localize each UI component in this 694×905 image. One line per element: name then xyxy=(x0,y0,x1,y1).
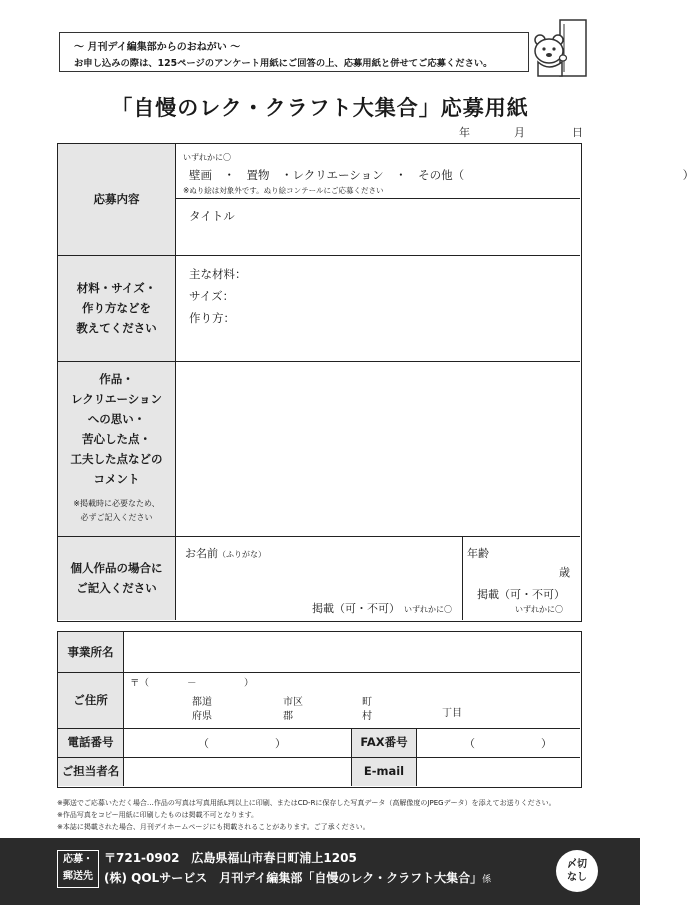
footnote: ※郵送でご応募いただく場合…作品の写真は写真用紙L判以上に印刷、またはCD-Rに保存した写真データ（高解像度のJPEGデータ）を添えてお送りください。 xyxy=(57,799,556,807)
fax-label: FAX番号 xyxy=(351,728,417,757)
bear-icon xyxy=(530,18,590,78)
city-label: 市区 郡 xyxy=(283,697,303,722)
publish-permission-2[interactable]: 掲載（可・不可） xyxy=(477,588,565,601)
divider xyxy=(58,757,580,758)
phone-label: 電話番号 xyxy=(58,728,124,757)
divider xyxy=(176,198,580,199)
prefecture-label: 都道 府県 xyxy=(192,697,212,722)
divider xyxy=(58,536,580,537)
entry-form xyxy=(57,143,694,622)
contact-form xyxy=(57,631,582,788)
page-title: 「自慢のレク・クラフト大集合」応募用紙 xyxy=(111,96,529,120)
age-unit: 歳 xyxy=(559,566,570,579)
footer-address: 〒721-0902 広島県福山市春日町浦上1205 xyxy=(104,851,357,865)
date-year-label: 年 xyxy=(459,126,470,139)
mail-to-badge: 応募・ 郵送先 xyxy=(57,850,99,888)
phone-field[interactable]: （ ） xyxy=(198,737,286,750)
comment-required-note: ※掲載時に必要なため、 必ずご記入ください xyxy=(73,499,160,522)
choose-one-note: いずれかに〇 xyxy=(183,153,231,162)
footer-organization: (株) QOLサービス 月刊デイ編集部「自慢のレク・クラフト大集合」係 xyxy=(104,871,492,885)
category-options[interactable]: 壁画 ・ 置物 ・レクリエーション ・ その他（ ） xyxy=(189,168,694,182)
date-month-label: 月 xyxy=(514,126,525,139)
footnote: ※本誌に掲載された場合、月刊デイホームページにも掲載されることがあります。ご了承ください。 xyxy=(57,823,370,831)
chome-label: 丁目 xyxy=(442,708,462,719)
divider xyxy=(58,361,580,362)
notice-heading: ～ 月刊デイ編集部からのおねがい ～ xyxy=(74,42,241,53)
comment-label: 作品・ レクリエーション への思い・ 苦心した点・ 工夫した点などの コメント ※掲載時に必要なため、 必ずご記入ください xyxy=(58,361,176,536)
town-label: 町 村 xyxy=(362,697,372,722)
publish-choose-note-2: いずれかに〇 xyxy=(515,605,563,614)
contact-person-label: ご担当者名 xyxy=(58,757,124,786)
method-field-label: 作り方： xyxy=(189,311,235,325)
notice-box xyxy=(59,32,529,72)
age-field-label: 年齢 xyxy=(467,547,489,560)
divider xyxy=(58,672,580,673)
fax-field[interactable]: （ ） xyxy=(464,737,552,750)
notice-body: お申し込みの際は、125ページのアンケート用紙にご回答の上、応募用紙と併せてご応募ください。 xyxy=(74,58,493,69)
footer-bar xyxy=(0,838,640,905)
email-label: E-mail xyxy=(351,757,417,786)
office-name-label: 事業所名 xyxy=(58,632,124,672)
divider xyxy=(462,536,463,620)
entry-content-label: 応募内容 xyxy=(58,144,176,255)
materials-label: 材料・サイズ・ 作り方などを 教えてください xyxy=(58,255,176,361)
date-day-label: 日 xyxy=(572,126,583,139)
personal-work-label: 個人作品の場合に ご記入ください xyxy=(58,536,176,620)
name-field-label: お名前（ふりがな） xyxy=(185,547,266,560)
materials-field-label: 主な材料： xyxy=(189,267,247,281)
divider xyxy=(58,255,580,256)
postal-code-field[interactable]: 〒（ － ） xyxy=(130,678,254,689)
no-deadline-stamp: 〆切 なし xyxy=(556,850,598,892)
size-field-label: サイズ： xyxy=(189,289,235,303)
coloring-note: ※ぬり絵は対象外です。ぬり絵コンテールにご応募ください xyxy=(183,186,384,195)
publish-permission[interactable]: 掲載（可・不可） いずれかに〇 xyxy=(312,602,452,615)
address-label: ご住所 xyxy=(58,672,124,728)
divider xyxy=(58,728,580,729)
title-field-label: タイトル xyxy=(189,209,235,223)
footnote: ※作品写真をコピー用紙に印刷したものは掲載不可となります。 xyxy=(57,811,259,819)
